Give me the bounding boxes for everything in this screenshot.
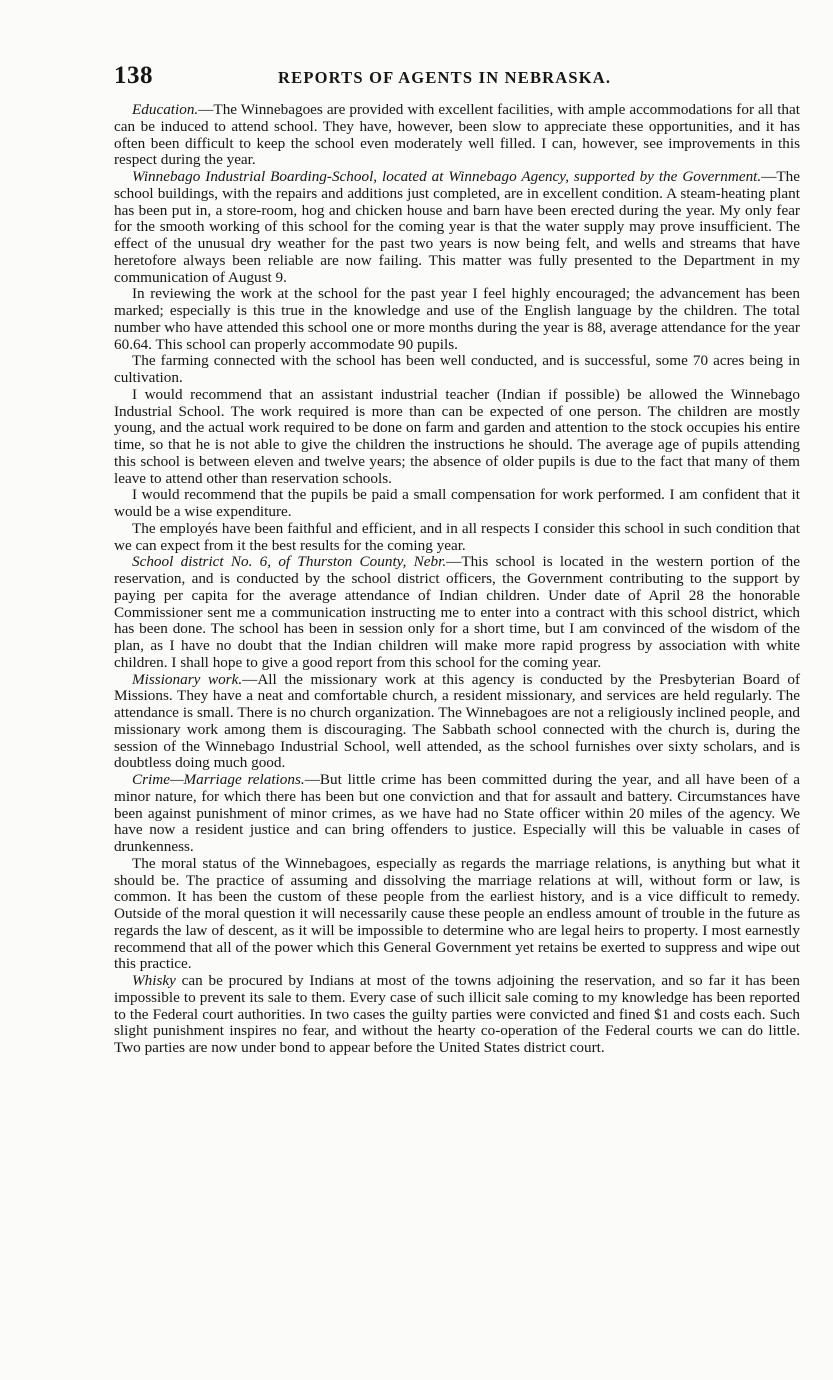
paragraph-text: The farming connected with the school has been well conducted, and is successful, some 70 acres being in cultivation.	[114, 352, 800, 386]
paragraph-assistant-teacher	[114, 387, 800, 488]
paragraph-review	[114, 286, 800, 353]
paragraph-compensation	[114, 487, 800, 521]
paragraph-education	[114, 102, 800, 169]
paragraph-text: can be procured by Indians at most of the towns adjoining the reservation, and so far it has been impossible to prevent its sale to them. Every case of such illicit sale coming to my knowledge has been reported to the Federal court authorities. In two cases the guilty parties were convicted and fined $1 and costs each. Such slight punishment inspires no fear, and without the hearty co-operation of the Federal courts we can do little. Two parties are now under bond to appear before the United States district court.	[114, 972, 800, 1056]
paragraph-industrial-school	[114, 169, 800, 286]
paragraph-lead: Education.	[132, 101, 199, 118]
paragraph-text: The employés have been faithful and efficient, and in all respects I consider this school in such condition that we can expect from it the best results for the coming year.	[114, 519, 800, 554]
paragraph-lead: Missionary work.	[132, 670, 243, 688]
paragraph-employes	[114, 521, 800, 555]
paragraph-lead: Crime—Marriage relations.	[132, 771, 305, 788]
paragraph-text: In reviewing the work at the school for the past year I feel highly encouraged; the advancement has been marked; especially is this true in the knowledge and use of the English language by the children. The total number who have attended this school one or more months during the year is 88, average attendance for the year 60.64. This school can properly accommodate 90 pupils.	[114, 285, 800, 353]
report-body	[114, 102, 800, 1057]
paragraph-text: The moral status of the Winnebagoes, especially as regards the marriage relations, is anything but what it should be. The practice of assuming and dissolving the marriage relations at will, without form or law, is common. It has been the custom of these people from the earliest history, and is a vice difficult to remedy. Outside of the moral question it will necessarily cause these people an endless amount of trouble in the future as regards the law of descent, as it will be impossible to determine who are legal heirs to property. I most earnestly recommend that all of the power which this General Government yet retains be exerted to suppress and wipe out this practice.	[114, 854, 800, 973]
paragraph-whisky	[114, 973, 800, 1057]
paragraph-text: —This school is located in the western portion of the reservation, and is conducted by the school district officers, the Government contributing to the support by paying per capita for the average attendance of Indian children. Under date of April 28 the honorable Commissioner sent me a communication instructing me to enter into a contract with this school district, which has been done. The school has been in session only for a short time, but I am convinced of the wisdom of the plan, as I have no doubt that the Indian children will make more rapid progress by association with white children. I shall hope to give a good report from this school for the coming year.	[114, 553, 800, 671]
paragraph-text: —All the missionary work at this agency is conducted by the Presbyterian Board of Missions. They have a neat and comfortable church, a resident missionary, and services are held regularly. The attendance is small. There is no church organization. The Winnebagoes are not a religiously inclined people, and missionary work among them is discouraging. The Sabbath school connected with the church is, during the session of the Winnebago Industrial School, well attended, as the school furnishes over sixty scholars, and is doubtless doing much good.	[114, 670, 801, 772]
page-header	[114, 62, 800, 94]
paragraph-school-district	[114, 554, 800, 671]
paragraph-text: —But little crime has been committed during the year, and all have been of a minor nature, for which there has been but one conviction and that for assault and battery. Circumstances have been against punishment of minor crimes, as we have had no State officer within 20 miles of the agency. We have now a resident justice and can bring offenders to justice. Especially will this be valuable in cases of drunkenness.	[114, 771, 801, 855]
paragraph-lead: Winnebago Industrial Boarding-School, located at Winnebago Agency, supported by the Government.	[132, 168, 762, 185]
paragraph-lead: Whisky	[132, 972, 176, 989]
paragraph-crime	[114, 772, 800, 856]
paragraph-missionary	[114, 672, 800, 773]
paragraph-text: I would recommend that the pupils be paid a small compensation for work performed. I am confident that it would be a wise expenditure.	[114, 486, 800, 520]
paragraph-moral-status	[114, 856, 800, 973]
paragraph-text: —The school buildings, with the repairs and additions just completed, are in excellent condition. A steam-heating plant has been put in, a store-room, hog and chicken house and barn have been erected during the year. My only fear for the smooth working of this school for the coming year is that the water supply may prove insufficient. The effect of the unusual dry weather for the past two years is now being felt, and wells and streams that have heretofore always been reliable are now failing. This matter was fully presented to the Department in my communication of August 9.	[114, 168, 800, 286]
running-head: REPORTS OF AGENTS IN NEBRASKA.	[278, 68, 612, 87]
paragraph-text: I would recommend that an assistant industrial teacher (Indian if possible) be allowed the Winnebago Industrial School. The work required is more than can be expected of one person. The children are mostly young, and the actual work required to be done on farm and garden and attention to the stock occupies his entire time, so that he is not able to give the children the instructions he should. The average age of pupils attending this school is between eleven and twelve years; the absence of older pupils is due to the fact that many of them leave to attend other than reservation schools.	[114, 385, 800, 487]
paragraph-farming	[114, 353, 800, 387]
paragraph-text: —The Winnebagoes are provided with excellent facilities, with ample accommodations for all that can be induced to attend school. They have, however, been slow to appreciate these opportunities, and it has often been difficult to keep the school even moderately well filled. I can, however, see improvements in this respect during the year.	[114, 101, 800, 169]
page-number: 138	[114, 62, 153, 89]
paragraph-lead: School district No. 6, of Thurston County, Nebr.	[132, 553, 447, 571]
